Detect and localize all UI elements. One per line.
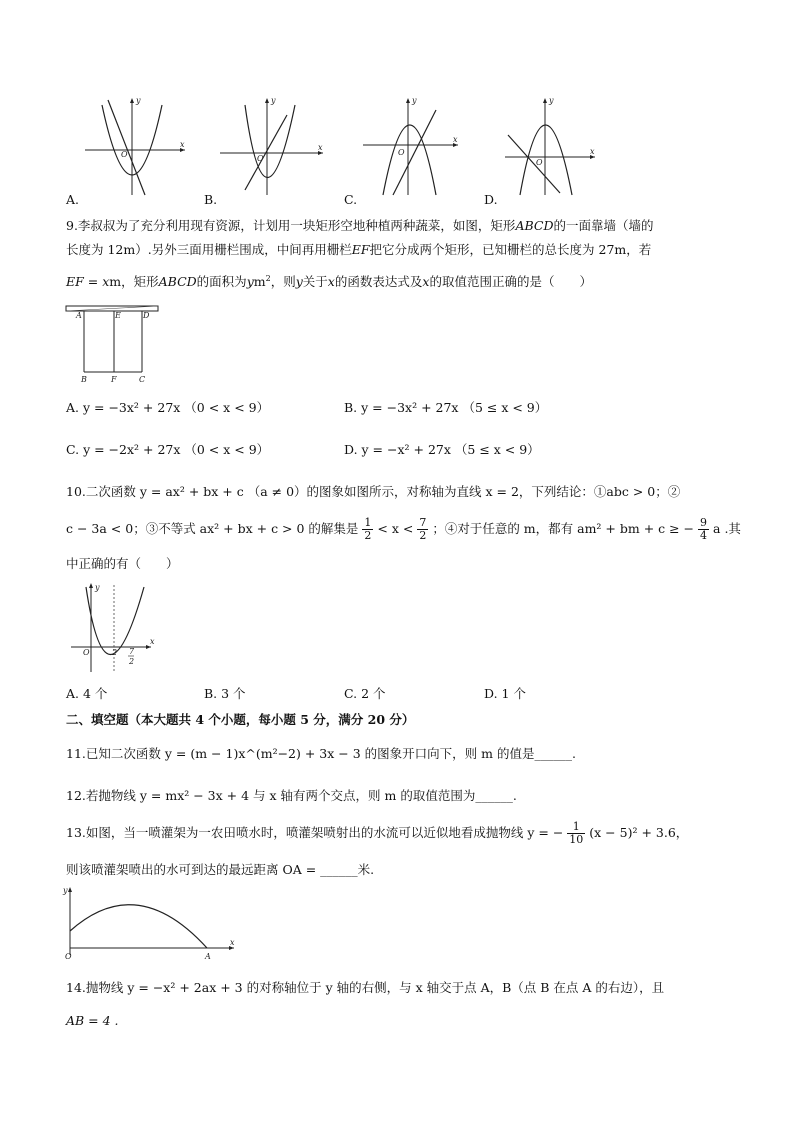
q14-line1: 14.抛物线 y = −x² + 2ax + 3 的对称轴位于 y 轴的右侧，与 x 轴交于点 A，B（点 B 在点 A 的右边），且 — [66, 980, 665, 995]
point-f-label: F — [111, 375, 117, 384]
x-axis-label: x — [230, 938, 235, 947]
graph-option-d — [500, 95, 610, 200]
x-axis-label: x — [180, 140, 185, 149]
q9-option-b[interactable]: B. y = −3x² + 27x （5 ≤ x < 9） — [344, 400, 548, 415]
q10-parabola-figure — [66, 582, 156, 677]
y-axis-label: y — [136, 96, 141, 105]
q10-option-a[interactable]: A. 4 个 — [66, 686, 108, 701]
y-axis-label: y — [271, 96, 276, 105]
y-axis-label: y — [412, 96, 417, 105]
x-axis-label: x — [150, 637, 155, 646]
fraction-one-tenth: $\frac{1}{10}$ — [569, 820, 584, 846]
tick-2-label: 2 — [112, 648, 118, 657]
q10-line1: 10.二次函数 y = ax² + bx + c （a ≠ 0）的图象如图所示，对称轴为直线 x = 2，下列结论：①abc > 0；② — [66, 484, 681, 499]
q9-option-a[interactable]: A. y = −3x² + 27x （0 < x < 9） — [66, 400, 270, 415]
q9-option-d[interactable]: D. y = −x² + 27x （5 ≤ x < 9） — [344, 442, 540, 457]
q13-line1: 13.如图，当一喷灌架为一农田喷水时，喷灌架喷射出的水流可以近似地看成抛物线 y = − $\frac{1}{10}$ (x − 5)² + 3.6， — [66, 820, 689, 846]
origin-label: O — [257, 154, 264, 163]
q11-text: 11.已知二次函数 y = (m − 1)x^(m²−2) + 3x − 3 的图象开口向下，则 m 的值是______. — [66, 746, 576, 761]
q8-option-b[interactable]: B. — [204, 192, 218, 207]
y-axis-label: y — [95, 583, 100, 592]
point-c-label: C — [139, 375, 146, 384]
point-a-label: A — [205, 952, 211, 961]
q10-option-d[interactable]: D. 1 个 — [484, 686, 526, 701]
graph-option-b — [215, 95, 335, 200]
q13-sprinkler-figure — [62, 885, 242, 965]
q13-line2: 则该喷灌架喷出的水可到达的最远距离 OA = ______米. — [66, 862, 375, 877]
q9-rectangle-figure — [66, 304, 166, 384]
fraction-half: $\frac{1}{2}$ — [364, 516, 372, 542]
tick-7-numerator: 7 — [129, 647, 135, 656]
origin-label: O — [121, 150, 128, 159]
q14-line2: AB = 4 . — [66, 1013, 119, 1028]
y-axis-label: y — [549, 96, 554, 105]
q8-option-a[interactable]: A. — [66, 192, 80, 207]
graph-option-a — [80, 95, 200, 200]
q8-option-d[interactable]: D. — [484, 192, 498, 207]
origin-label: O — [536, 158, 543, 167]
fraction-nine-quarters: $\frac{9}{4}$ — [700, 516, 708, 542]
fraction-seven-halves: $\frac{7}{2}$ — [419, 516, 427, 542]
q9-line2: 长度为 12m）.另外三面用栅栏围成，中间再用栅栏EF把它分成两个矩形，已知栅栏的总长度为 27m，若 — [66, 242, 652, 257]
y-axis-label: y — [63, 886, 68, 895]
q10-line3: 中正确的有（ ） — [66, 556, 179, 571]
x-axis-label: x — [318, 143, 323, 152]
point-b-label: B — [81, 375, 87, 384]
q10-option-b[interactable]: B. 3 个 — [204, 686, 246, 701]
q8-option-c[interactable]: C. — [344, 192, 358, 207]
point-e-label: E — [115, 311, 121, 320]
section-heading: 二、填空题（本大题共 4 个小题，每小题 5 分，满分 20 分） — [66, 712, 415, 727]
graph-option-c — [358, 95, 468, 200]
point-a-label: A — [76, 311, 82, 320]
x-axis-label: x — [590, 147, 595, 156]
q12-text: 12.若抛物线 y = mx² − 3x + 4 与 x 轴有两个交点，则 m 的取值范围为______. — [66, 788, 517, 803]
x-axis-label: x — [453, 135, 458, 144]
tick-7-denominator: 2 — [129, 657, 135, 666]
q9-line3: EF = xm，矩形ABCD的面积为$ym^2$，则y关于x的函数表达式及x的取值范围正确的是（ ） — [66, 273, 592, 289]
origin-label: O — [398, 148, 405, 157]
q9-option-c[interactable]: C. y = −2x² + 27x （0 < x < 9） — [66, 442, 270, 457]
origin-label: O — [83, 648, 90, 657]
q9-line1: 9.李叔叔为了充分利用现有资源，计划用一块矩形空地种植两种蔬菜，如图，矩形ABCD的一面靠墙（墙的 — [66, 218, 654, 233]
q10-line2: c − 3a < 0；③不等式 ax² + bx + c > 0 的解集是 $\frac{1}{2}$ < x < $\frac{7}{2}$ ；④对于任意的 m，都有 am² + bm + c ≥ − $\frac{9}{4}$ a .其 — [66, 516, 741, 542]
q10-option-c[interactable]: C. 2 个 — [344, 686, 386, 701]
origin-label: O — [65, 952, 72, 961]
point-d-label: D — [143, 311, 150, 320]
